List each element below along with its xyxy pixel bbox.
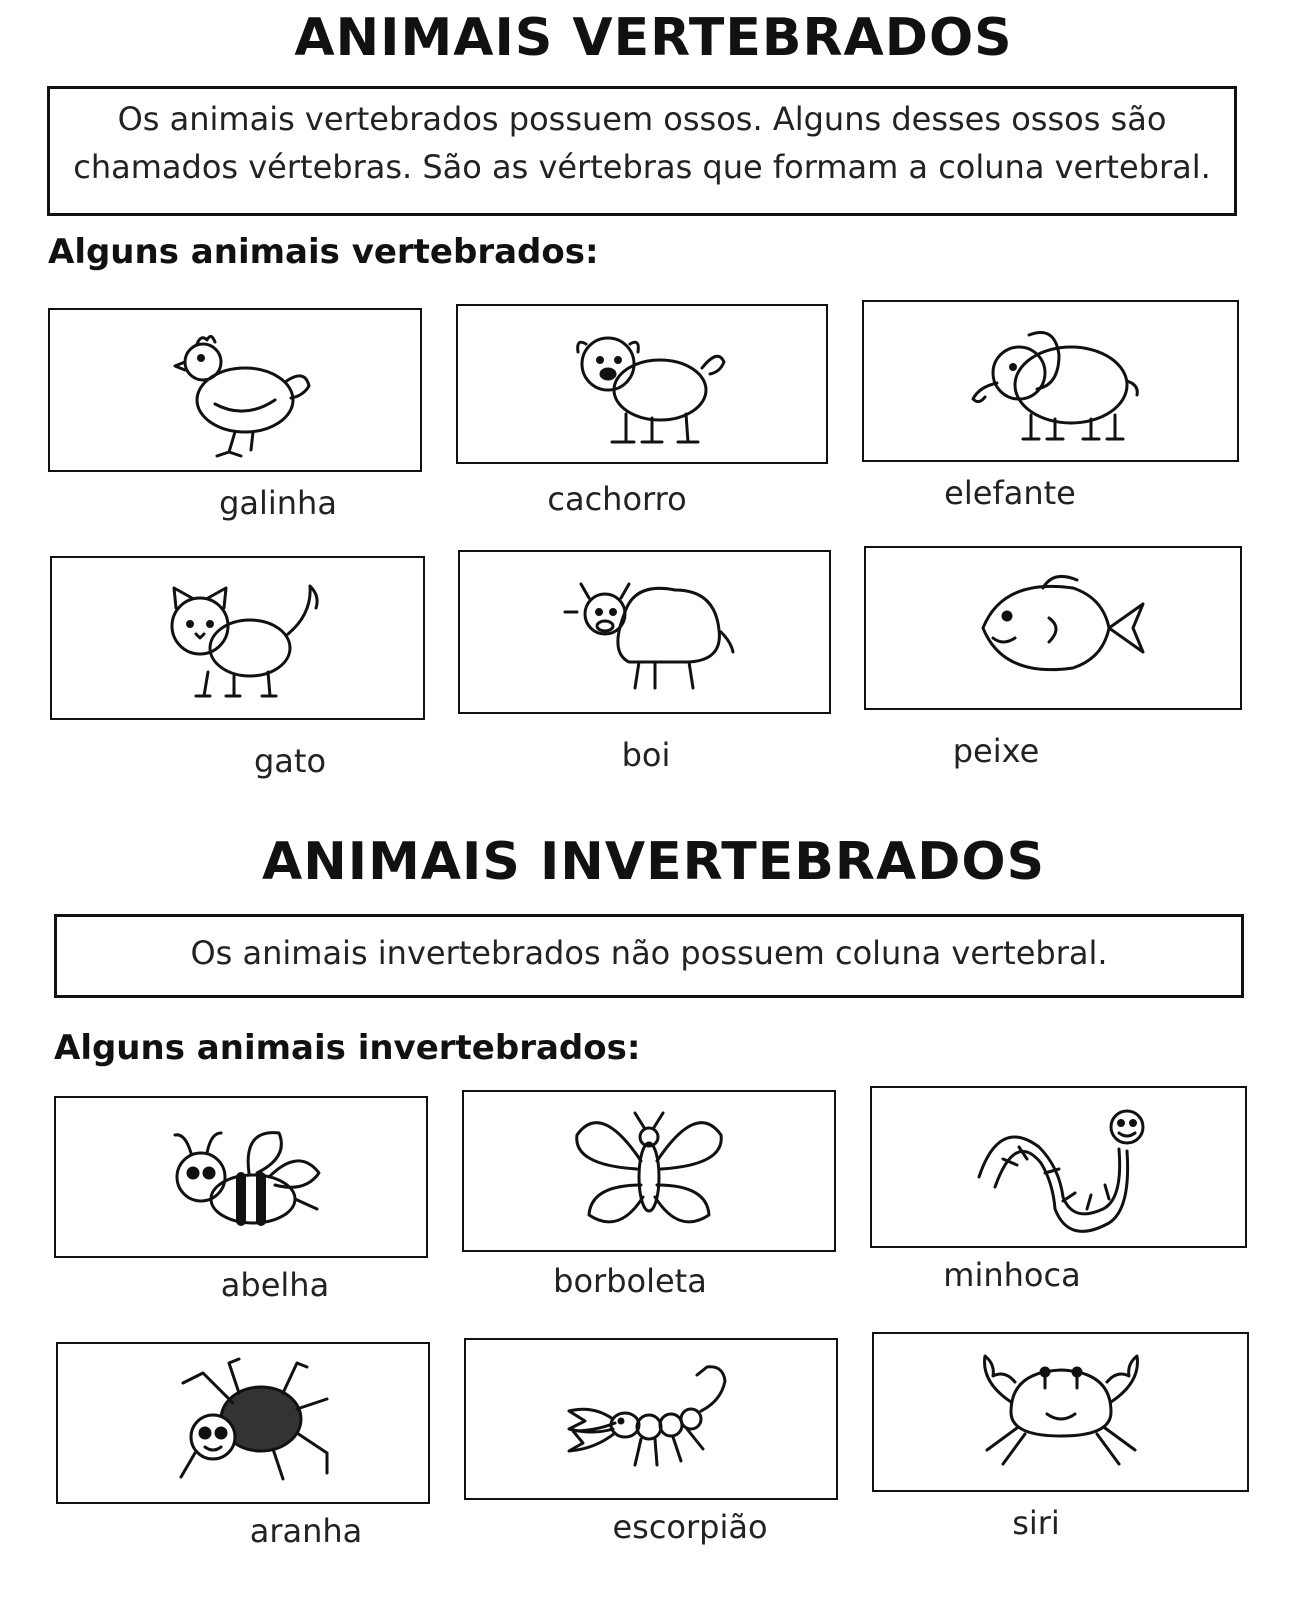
bee-icon <box>141 1107 341 1247</box>
crab-icon <box>961 1342 1161 1482</box>
card-galinha <box>48 308 422 472</box>
vertebrados-description: Os animais vertebrados possuem ossos. Alguns desses ossos são chamados vértebras. São as vértebras que formam a coluna vertebral. <box>73 100 1211 186</box>
label-elefante: elefante <box>944 474 1076 512</box>
scorpion-icon <box>551 1349 751 1489</box>
label-peixe: peixe <box>952 732 1040 770</box>
vertebrados-title: ANIMAIS VERTEBRADOS <box>294 8 1013 68</box>
butterfly-icon <box>549 1101 749 1241</box>
card-escorpiao <box>464 1338 838 1500</box>
label-boi: boi <box>621 736 671 774</box>
dog-icon <box>542 314 742 454</box>
card-gato <box>50 556 425 720</box>
label-galinha: galinha <box>219 484 337 522</box>
card-aranha <box>56 1342 430 1504</box>
card-siri <box>872 1332 1249 1492</box>
card-abelha <box>54 1096 428 1258</box>
label-borboleta: borboleta <box>553 1262 707 1300</box>
label-gato: gato <box>253 742 327 780</box>
label-aranha: aranha <box>249 1512 363 1550</box>
invertebrados-title: ANIMAIS INVERTEBRADOS <box>261 832 1046 892</box>
card-elefante <box>862 300 1239 462</box>
card-boi <box>458 550 831 714</box>
elephant-icon <box>951 311 1151 451</box>
vertebrados-description-box <box>47 86 1237 216</box>
card-cachorro <box>456 304 828 464</box>
ox-icon <box>545 562 745 702</box>
label-escorpiao: escorpião <box>612 1508 768 1546</box>
chicken-icon <box>135 320 335 460</box>
card-peixe <box>864 546 1242 710</box>
fish-icon <box>953 558 1153 698</box>
vertebrados-subtitle: Alguns animais vertebrados: <box>48 232 599 272</box>
card-borboleta <box>462 1090 836 1252</box>
invertebrados-subtitle: Alguns animais invertebrados: <box>54 1028 641 1068</box>
invertebrados-description: Os animais invertebrados não possuem coluna vertebral. <box>190 934 1108 972</box>
invertebrados-description-box <box>54 914 1244 998</box>
label-minhoca: minhoca <box>943 1256 1081 1294</box>
label-abelha: abelha <box>220 1266 330 1304</box>
label-siri: siri <box>1012 1504 1060 1542</box>
cat-icon <box>138 568 338 708</box>
earthworm-icon <box>959 1097 1159 1237</box>
card-minhoca <box>870 1086 1247 1248</box>
label-cachorro: cachorro <box>547 480 687 518</box>
spider-icon <box>143 1353 343 1493</box>
